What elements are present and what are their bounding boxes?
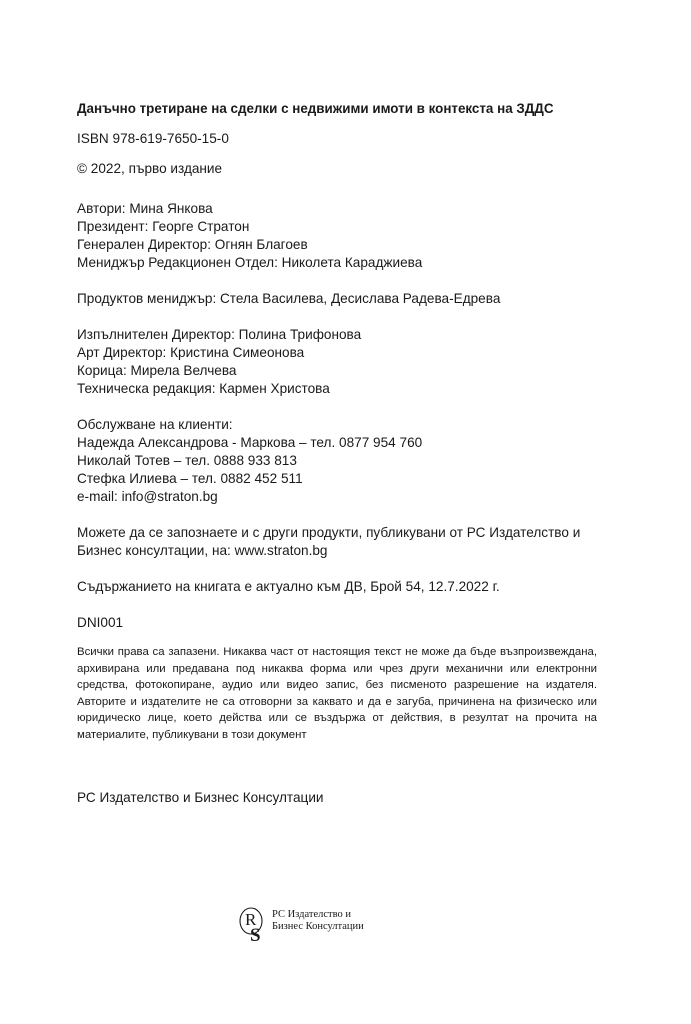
currency-note: Съдържанието на книгата е актуално към ДВ, Брой 54, 12.7.2022 г. [77, 579, 500, 594]
credits-block-1 [77, 200, 597, 272]
contact-line: Стефка Илиева – тел. 0882 452 511 [77, 471, 303, 486]
customer-service-heading: Обслужване на клиенти: [77, 417, 233, 432]
products-line: Бизнес консултации, на: www.straton.bg [77, 543, 328, 558]
logo-letter-s: S [250, 925, 261, 946]
credits-block-2 [77, 326, 597, 398]
credit-line: Мениджър Редакционен Отдел: Николета Караджиева [77, 255, 423, 270]
publisher-name: РС Издателство и Бизнес Консултации [77, 790, 324, 805]
logo-letter-r: R [245, 910, 257, 929]
logo-text [272, 909, 364, 933]
contact-line: Надежда Александрова - Маркова – тел. 0877 954 760 [77, 435, 423, 450]
other-products-note [77, 524, 597, 560]
credit-line: Корица: Мирела Велчева [77, 363, 237, 378]
customer-service-block [77, 416, 597, 506]
products-line: Можете да се запознаете и с други продукти, публикувани от РС Издателство и [77, 525, 581, 540]
credit-line: Изпълнителен Директор: Полина Трифонова [77, 327, 362, 342]
credit-line: Арт Директор: Кристина Симеонова [77, 345, 305, 360]
credit-line: Автори: Мина Янкова [77, 201, 213, 216]
credit-line: Генерален Директор: Огнян Благоев [77, 237, 308, 252]
logo-text-line: Бизнес Консултации [272, 921, 364, 932]
contact-line: Николай Тотев – тел. 0888 933 813 [77, 453, 297, 468]
credit-line: Техническа редакция: Кармен Христова [77, 381, 330, 396]
logo-text-line: РС Издателство и [272, 909, 351, 920]
product-manager: Продуктов мениджър: Стела Василева, Десислава Радева-Едрева [77, 291, 501, 306]
isbn: ISBN 978-619-7650-15-0 [77, 131, 229, 146]
edition: © 2022, първо издание [77, 161, 223, 176]
rs-monogram-icon [238, 903, 270, 947]
rights-notice: Всички права са запазени. Никаква част от настоящия текст не може да бъде възпроизвеждана, архивирана или предавана под никаква форма или чрез други механични или електронни средства, фотокопиране, аудио или видео запис, без писменото разрешение на издателя. Авторите и издателите не са отговорни за каквато и да е загуба, причинена на физическо или юридическо лице, което действа или се въздържа от действия, в резултат на прочита на материалите, публикувани в този документ [77, 646, 597, 741]
credit-line: Президент: Георге Стратон [77, 219, 250, 234]
contact-email: e-mail: info@straton.bg [77, 489, 218, 504]
product-code: DNI001 [77, 615, 124, 630]
book-title: Данъчно третиране на сделки с недвижими имоти в контекста на ЗДДС [77, 101, 554, 116]
imprint-content [77, 100, 597, 807]
publisher-logo [238, 903, 438, 947]
